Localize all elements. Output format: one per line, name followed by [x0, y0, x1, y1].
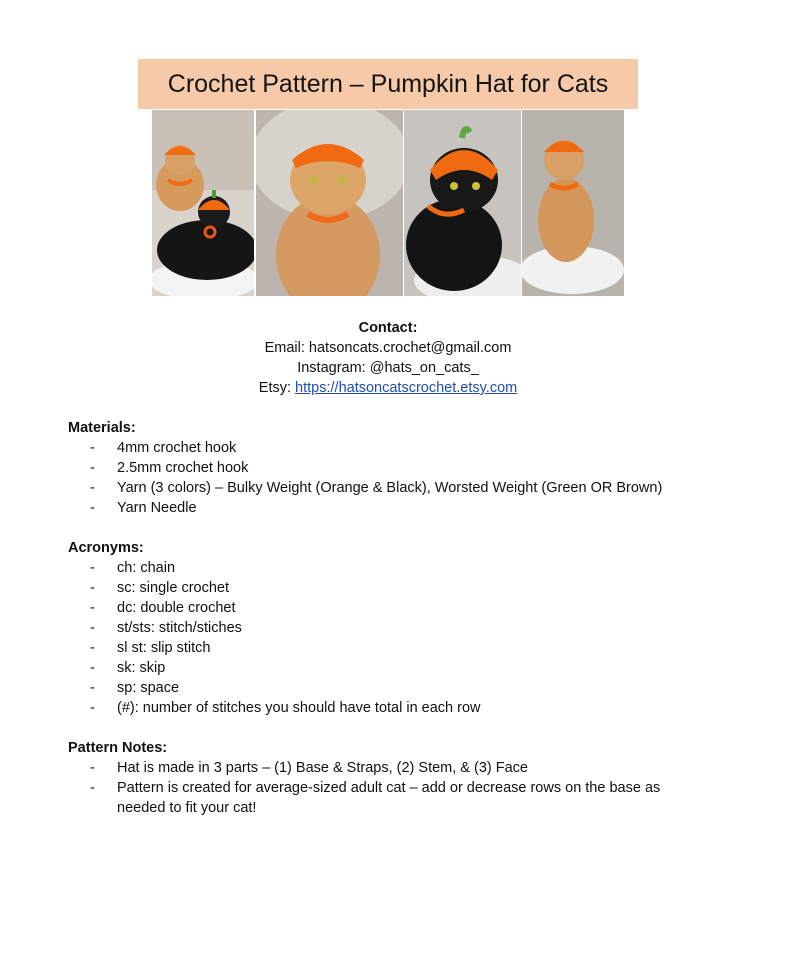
contact-heading: Contact:	[358, 320, 418, 336]
photo-orange-cat-closeup	[256, 110, 403, 296]
contact-instagram: Instagram: @hats_on_cats_	[297, 360, 479, 376]
list-item: - 2.5mm crochet hook	[90, 460, 249, 476]
list-item: - st/sts: stitch/stiches	[90, 620, 242, 636]
bullet-dash: -	[90, 480, 95, 496]
materials-heading: Materials:	[68, 420, 136, 436]
acronyms-section	[68, 538, 768, 718]
acronyms-heading: Acronyms:	[68, 540, 144, 556]
list-item: - ch: chain	[90, 560, 176, 576]
bullet-dash: -	[90, 660, 95, 676]
bullet-dash: -	[90, 780, 95, 796]
photo-black-cat-pumpkin-hat	[404, 110, 521, 296]
list-item: - sk: skip	[90, 660, 166, 676]
bullet-dash: -	[90, 500, 95, 516]
list-item: - dc: double crochet	[90, 600, 236, 616]
bullet-dash: -	[90, 580, 95, 596]
contact-etsy	[0, 378, 776, 398]
list-item: - (#): number of stitches you should have total in each row	[90, 700, 481, 716]
bullet-dash: -	[90, 600, 95, 616]
list-item: - Pattern is created for average-sized adult cat – add or decrease rows on the base as needed to fit your cat!	[90, 780, 661, 816]
list-item: - 4mm crochet hook	[90, 440, 237, 456]
list-item: - Yarn Needle	[90, 500, 197, 516]
contact-block	[0, 318, 776, 398]
list-item: - Hat is made in 3 parts – (1) Base & Straps, (2) Stem, & (3) Face	[90, 760, 528, 776]
bullet-dash: -	[90, 700, 95, 716]
bullet-dash: -	[90, 440, 95, 456]
list-item: - sc: single crochet	[90, 580, 230, 596]
list-item: - sl st: slip stitch	[90, 640, 211, 656]
photo-orange-cat-sitting	[522, 110, 624, 296]
notes-heading: Pattern Notes:	[68, 740, 168, 756]
list-item: - Yarn (3 colors) – Bulky Weight (Orange & Black), Worsted Weight (Green OR Brown)	[90, 480, 663, 496]
bullet-dash: -	[90, 760, 95, 776]
bullet-dash: -	[90, 640, 95, 656]
bullet-dash: -	[90, 460, 95, 476]
list-item: - sp: space	[90, 680, 180, 696]
bullet-dash: -	[90, 560, 95, 576]
photo-two-cats-pumpkin-hats	[152, 110, 254, 296]
bullet-dash: -	[90, 620, 95, 636]
bullet-dash: -	[90, 680, 95, 696]
etsy-label: Etsy:	[258, 380, 296, 396]
notes-section	[68, 738, 688, 818]
page-title: Crochet Pattern – Pumpkin Hat for Cats	[138, 59, 638, 109]
etsy-link[interactable]: https://hatsoncatscrochet.etsy.com	[295, 380, 518, 396]
contact-email: Email: hatsoncats.crochet@gmail.com	[264, 340, 512, 356]
materials-section	[68, 418, 768, 518]
